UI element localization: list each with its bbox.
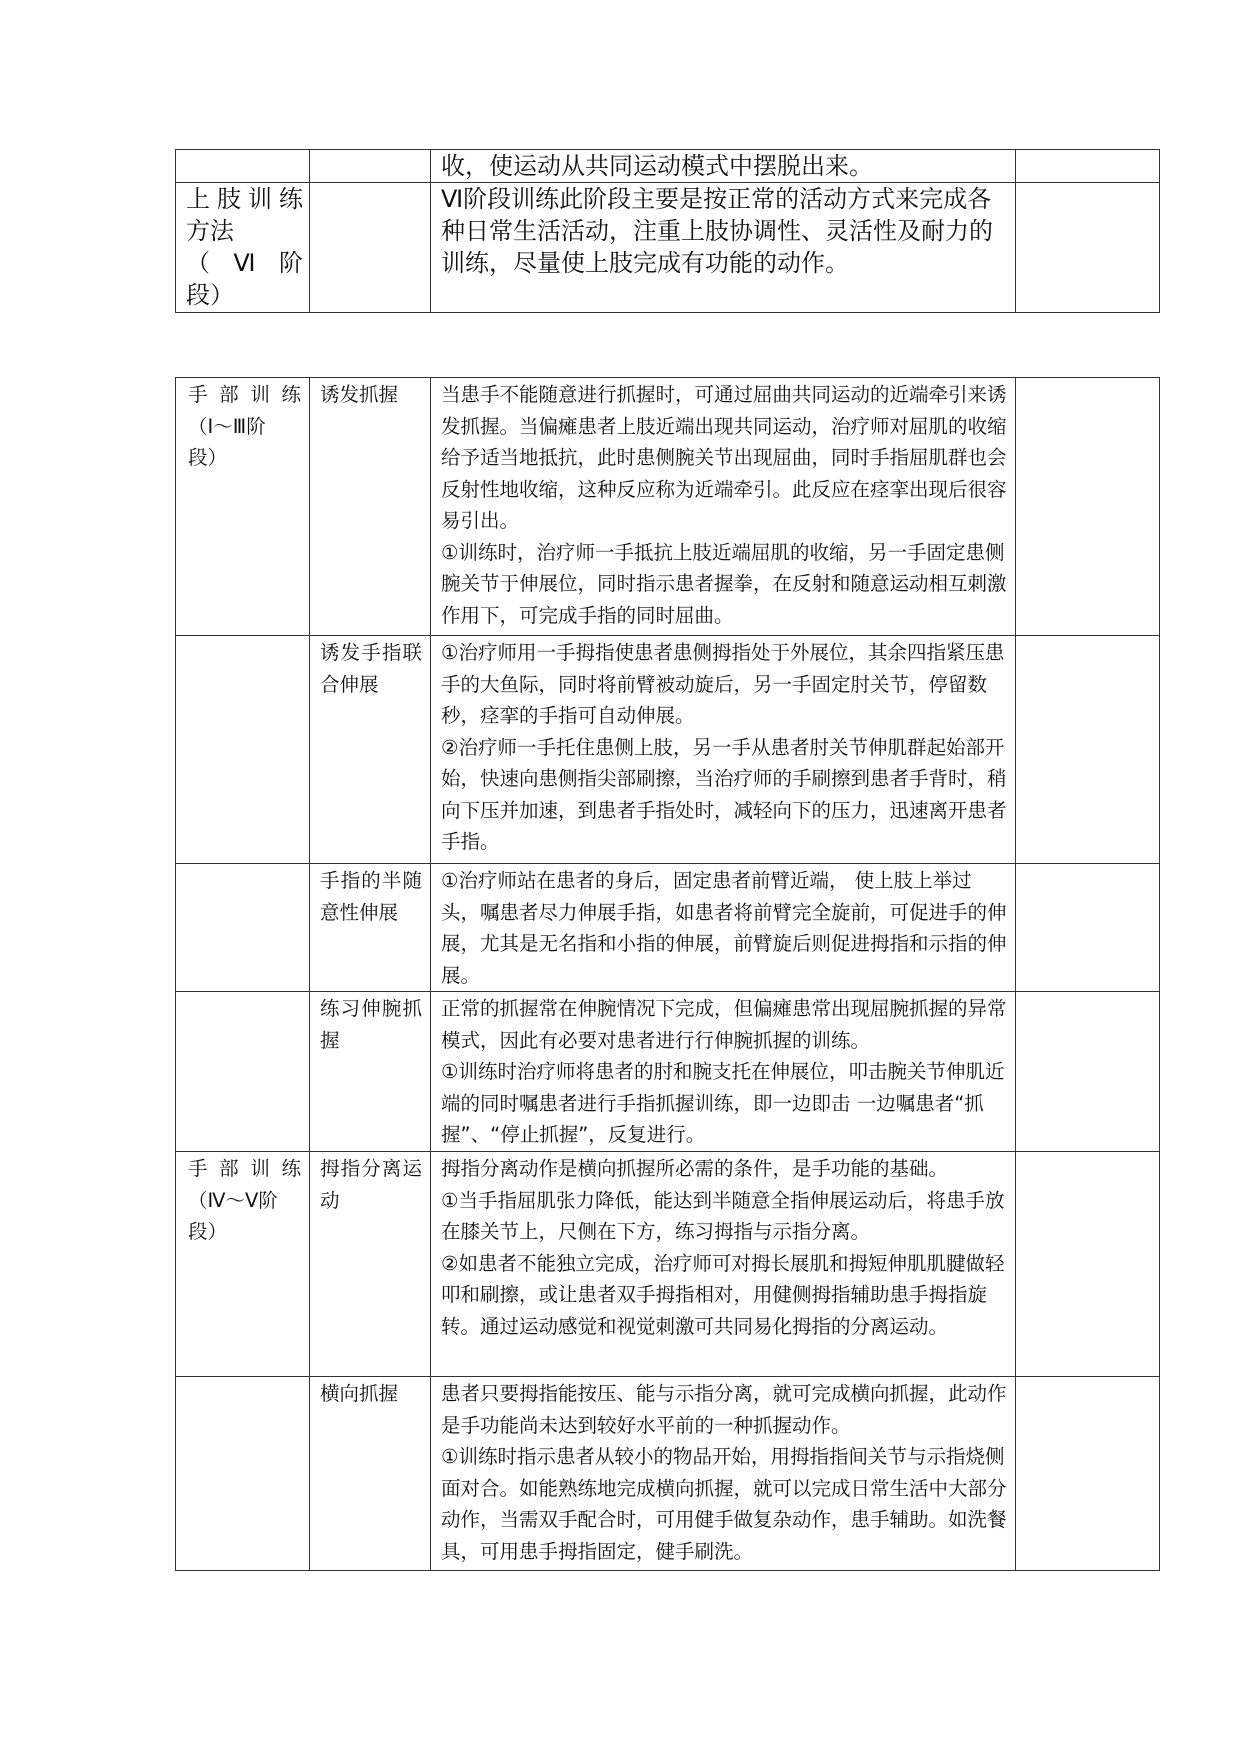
table-row	[176, 1152, 1160, 1377]
method-label: 拇指分离运动	[320, 1157, 422, 1212]
stage-cell	[176, 864, 310, 992]
method-label: 手指的半随意性伸展	[320, 869, 422, 924]
notes-cell	[1016, 864, 1160, 992]
stage-cell	[176, 992, 310, 1152]
stage-line: 段）	[188, 1220, 228, 1243]
stage-cell	[176, 378, 310, 636]
table-row	[176, 150, 1160, 183]
description-cell: 收，使运动从共同运动模式中摆脱出来。	[431, 150, 1016, 183]
description-cell	[431, 1377, 1016, 1571]
description-cell: Ⅵ阶段训练此阶段主要是按正常的活动方式来完成各种日常生活活动，注重上肢协调性、灵活性及耐力的训练，尽量使上肢完成有功能的动作。	[431, 183, 1016, 313]
method-cell	[310, 183, 431, 313]
stage-cell	[176, 150, 310, 183]
stage-cell	[176, 1377, 310, 1571]
description-cell	[431, 378, 1016, 636]
method-cell	[310, 1377, 431, 1571]
stage-line: （Ⅳ～Ⅴ阶	[188, 1188, 278, 1212]
notes-cell	[1016, 1152, 1160, 1377]
method-cell	[310, 1152, 431, 1377]
stage-line: 段）	[188, 446, 228, 469]
stage-line: 段）	[186, 281, 234, 309]
notes-cell	[1016, 183, 1160, 313]
method-cell	[310, 378, 431, 636]
notes-cell	[1016, 636, 1160, 864]
paragraph: ①训练时，治疗师一手抵抗上肢近端屈肌的收缩，另一手固定患侧腕关节于伸展位，同时指示患者握拳，在反射和随意运动相互刺激作用下，可完成手指的同时屈曲。	[441, 540, 1007, 627]
paragraph: ①治疗师用一手拇指使患者患侧拇指处于外展位，其余四指紧压患手的大鱼际，同时将前臂被动旋后，另一手固定肘关节，停留数秒，痉挛的手指可自动伸展。	[441, 641, 1005, 727]
table-row	[176, 636, 1160, 864]
table-row	[176, 992, 1160, 1152]
stage-line: （Ⅰ～Ⅲ阶	[188, 414, 266, 438]
stage-line: 上肢训练	[186, 185, 303, 213]
method-cell	[310, 864, 431, 992]
paragraph: 拇指分离动作是横向抓握所必需的条件，是手功能的基础。	[441, 1157, 949, 1180]
method-cell	[310, 992, 431, 1152]
notes-cell	[1016, 1377, 1160, 1571]
paragraph: ②治疗师一手托住患侧上肢，另一手从患者肘关节伸肌群起始部开始，快速向患侧指尖部刷擦，当治疗师的手刷擦到患者手背时，稍向下压并加速，到患者手指处时，减轻向下的压力，迅速离开患者手指。	[441, 735, 1007, 853]
notes-cell	[1016, 378, 1160, 636]
stage-line: 手部训练	[188, 1157, 301, 1180]
description-cell	[431, 992, 1016, 1152]
paragraph: ①当手指屈肌张力降低，能达到半随意全指伸展运动后，将患手放在膝关节上，尺侧在下方，练习拇指与示指分离。	[441, 1188, 1005, 1243]
method-label: 横向抓握	[320, 1382, 399, 1405]
paragraph: ②如患者不能独立完成，治疗师可对拇长展肌和拇短伸肌肌腱做轻叩和刷擦，或让患者双手拇指相对，用健侧拇指辅助患手拇指旋转。通过运动感觉和视觉刺激可共同易化拇指的分离运动。	[441, 1251, 1005, 1338]
paragraph: 当患手不能随意进行抓握时，可通过屈曲共同运动的近端牵引来诱发抓握。当偏瘫患者上肢近端出现共同运动，治疗师对屈肌的收缩给予适当地抵抗，此时患侧腕关节出现屈曲，同时手指屈肌群也会反射性地收缩，这种反应称为近端牵引。此反应在痉挛出现后很容易引出。	[441, 383, 1007, 532]
table-row	[176, 378, 1160, 636]
table-row	[176, 1377, 1160, 1571]
method-cell	[310, 150, 431, 183]
paragraph: ①治疗师站在患者的身后，固定患者前臂近端， 使上肢上举过头，嘱患者尽力伸展手指，如患者将前臂完全旋前，可促进手的伸展，尤其是无名指和小指的伸展，前臂旋后则促进拇指和示指的伸展。	[441, 869, 1007, 987]
stage-cell	[176, 1152, 310, 1377]
description-cell	[431, 864, 1016, 992]
table-row	[176, 864, 1160, 992]
stage-cell	[176, 636, 310, 864]
upper-limb-training-table	[175, 149, 1160, 313]
notes-cell	[1016, 150, 1160, 183]
description-cell	[431, 636, 1016, 864]
stage-line: （ Ⅵ 阶	[186, 249, 303, 277]
method-cell	[310, 636, 431, 864]
stage-line: 方法	[186, 217, 234, 245]
table-row	[176, 183, 1160, 313]
description-cell	[431, 1152, 1016, 1377]
method-label: 诱发手指联合伸展	[320, 641, 422, 696]
paragraph: ①训练时指示患者从较小的物品开始，用拇指指间关节与示指烧侧面对合。如能熟练地完成横向抓握，就可以完成日常生活中大部分动作，当需双手配合时，可用健手做复杂动作，患手辅助。如洗餐具，可用患手拇指固定，健手刷洗。	[441, 1445, 1007, 1563]
paragraph: 正常的抓握常在伸腕情况下完成，但偏瘫患常出现屈腕抓握的异常模式，因此有必要对患者进行行伸腕抓握的训练。	[441, 997, 1007, 1052]
stage-cell	[176, 183, 310, 313]
hand-training-table	[175, 377, 1160, 1571]
method-label: 诱发抓握	[320, 383, 399, 406]
stage-line: 手部训练	[188, 383, 301, 406]
notes-cell	[1016, 992, 1160, 1152]
method-label: 练习伸腕抓握	[320, 997, 422, 1052]
paragraph: ①训练时治疗师将患者的肘和腕支托在伸展位，叩击腕关节伸肌近端的同时嘱患者进行手指抓握训练，即一边即击 一边嘱患者“抓握”、“停止抓握”，反复进行。	[441, 1060, 1005, 1146]
paragraph: 患者只要拇指能按压、能与示指分离，就可完成横向抓握，此动作是手功能尚未达到较好水平前的一种抓握动作。	[441, 1382, 1007, 1437]
